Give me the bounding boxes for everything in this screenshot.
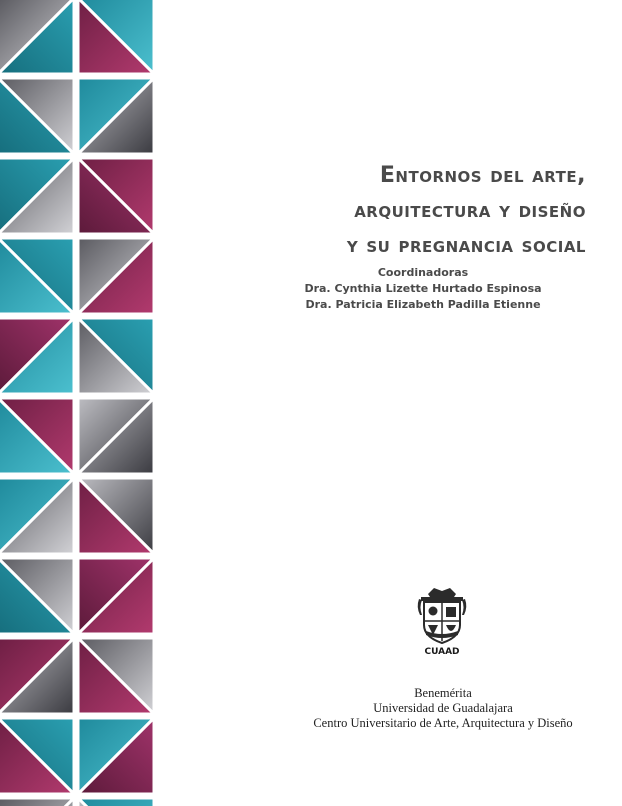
university-crest-icon xyxy=(414,585,470,657)
triangle-pattern-band xyxy=(0,0,154,806)
coordinators-heading: Coordinadoras xyxy=(377,266,469,279)
pattern-triangle xyxy=(0,798,74,806)
institution-line: Universidad de Guadalajara xyxy=(373,701,513,715)
title-line-1: Entornos del arte, xyxy=(379,163,586,188)
coordinators-block xyxy=(300,265,546,313)
book-title xyxy=(240,158,586,263)
institution-line: Centro Universitario de Arte, Arquitectura y Diseño xyxy=(313,716,573,730)
coordinator-name: Dra. Patricia Elizabeth Padilla Etienne xyxy=(305,298,541,311)
institution-block xyxy=(300,686,586,731)
title-line-2: arquitectura y diseño xyxy=(354,198,586,223)
pattern-triangle xyxy=(78,798,154,806)
crest-label: CUAAD xyxy=(424,647,460,657)
title-line-3: y su pregnancia social xyxy=(346,233,586,258)
coordinator-name: Dra. Cynthia Lizette Hurtado Espinosa xyxy=(304,282,542,295)
institution-line: Benemérita xyxy=(414,686,472,700)
